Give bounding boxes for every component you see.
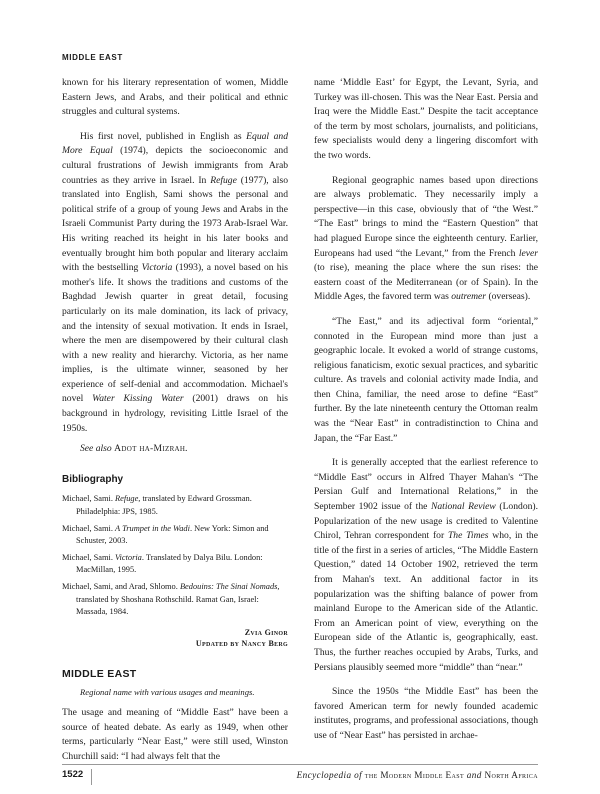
paragraph: name ‘Middle East’ for Egypt, the Levant, Syria, and Turkey was ill-chosen. This was the Near East. Persia and Iraq were the Middle East.” Despite the tacit acceptance of the term by most scholars, journalists, and politicians, few specialists would deny a lingering discomfort with the two words. — [314, 77, 538, 161]
page-number: 1522 — [62, 769, 92, 785]
entry-subtitle: Regional name with various usages and meanings. — [80, 687, 255, 698]
see-also-link[interactable]: Adot ha-Mizrah — [114, 443, 186, 455]
book-title: Victoria — [141, 262, 173, 274]
book-title: Refuge — [210, 174, 237, 186]
author-byline: Zvia Ginor — [244, 627, 288, 637]
entry-title: MIDDLE EAST — [62, 667, 137, 680]
page-footer — [62, 764, 538, 785]
bibliography-entry: Michael, Sami. A Trumpet in the Wadi. New York: Simon and Schuster, 2003. — [62, 523, 269, 546]
bibliography-entry: Michael, Sami. Victoria. Translated by Dalya Bilu. London: MacMillan, 1995. — [62, 552, 263, 575]
bibliography-entry: Michael, Sami, and Arad, Shlomo. Bedouins: The Sinai Nomads, translated by Shoshana Rothschild. Ramat Gan, Israel: Massada, 1984. — [62, 582, 280, 617]
bibliography-heading: Bibliography — [62, 473, 124, 485]
book-title-footer: Encyclopedia of the Modern Middle East and North Africa — [296, 770, 538, 780]
running-head: MIDDLE EAST — [62, 53, 123, 62]
paragraph: Since the 1950s “the Middle East” has been the favored American term for newly founded academic institutes, programs, and professional associations, though use of “Near East” has persisted in archae- — [314, 686, 538, 741]
see-also: See also Adot ha-Mizrah. — [80, 443, 188, 455]
left-column — [62, 76, 288, 764]
paragraph: The usage and meaning of “Middle East” have been a source of heated debate. As early as 1949, when other terms, particularly “Near East,” were still used, Winston Churchill said: “I had always felt that the — [62, 706, 288, 762]
paragraph: known for his literary representation of women, Middle Eastern Jews, and Arabs, and their political and ethnic struggles and cultural systems. — [62, 77, 288, 118]
paragraph: Regional geographic names based upon directions are always problematic. They necessarily imply a perspective—in this case, obviously that of “the West.” “The East” brings to mind the “Eastern Question” that had plagued Europe since the eighteenth century. Earlier, Europeans had used “the Levant,” from the French lever (to rise), meaning the place where the sun rises: the eastern coast of the Mediterranean (or of Spain). In the Middle Ages, the favored term was outremer (overseas). — [314, 174, 538, 303]
book-title: Equal and More Equal — [62, 130, 288, 157]
book-title: Water Kissing Water — [92, 393, 184, 405]
updater-byline: Updated by Nancy Berg — [195, 638, 288, 648]
bibliography-entry: Michael, Sami. Refuge, translated by Edward Grossman. Philadelphia: JPS, 1985. — [62, 494, 252, 517]
paragraph: His first novel, published in English as Equal and More Equal (1974), depicts the socioeconomic and cultural frustrations of Jewish immigrants from Arab countries as they arrive in Israel. In Refuge (1977), also translated into English, Sami shows the personal and political strife of a group of young Jews and Arabs in the Israeli Communist Party during the 1973 Arab-Israel War. His writing reached its height in his later books and eventually brought him both popular and literary acclaim with the bestselling Victoria (1993), a novel based on his mother's life. It shows the traditions and customs of the Baghdad Jewish quarter in great detail, focusing particularly on its male domination, its lack of privacy, and the intensity of sexual motivation. It ends in Israel, where the men are disempowered by their cultural clash with a new reality and hierarchy. Victoria, as her name implies, is the ultimate winner, seasoned by her experience of self-denial and accommodation. Michael's novel Water Kissing Water (2001) draws on his background in hydrology, revisiting Little Israel of the 1950s. — [62, 130, 289, 434]
right-column — [314, 76, 538, 744]
paragraph: It is generally accepted that the earliest reference to “Middle East” occurs in Alfred Thayer Mahan's “The Persian Gulf and International Relations,” in the September 1902 issue of the National Review (London). Popularization of the new usage is credited to Valentine Chirol, Tehran correspondent for The Times who, in the title of the first in a series of articles, “The Middle Eastern Question,” dated 14 October 1902, retrieved the term from Mahan's text. An additional factor in its popularization was the shifting balance of power from mainland Europe to the American side of the Atlantic. From an American point of view, everything on the European side of the Atlantic is, geographically, east. Thus, the further reaches occupied by Arabs, Turks, and Persians plausibly seemed more “middle” than “near.” — [314, 457, 539, 673]
paragraph: “The East,” and its adjectival form “oriental,” connoted in the European mind more than just a geographic locale. It evoked a world of strange customs, religious fanaticism, exotic sexual practices, and sybaritic culture. As travels and colonial activity made India, and then China, familiar, the need arose to define “East” further. By the late nineteenth century the Ottoman realm was the “Near East” in contradistinction to China and Japan, the “Far East.” — [314, 315, 538, 444]
